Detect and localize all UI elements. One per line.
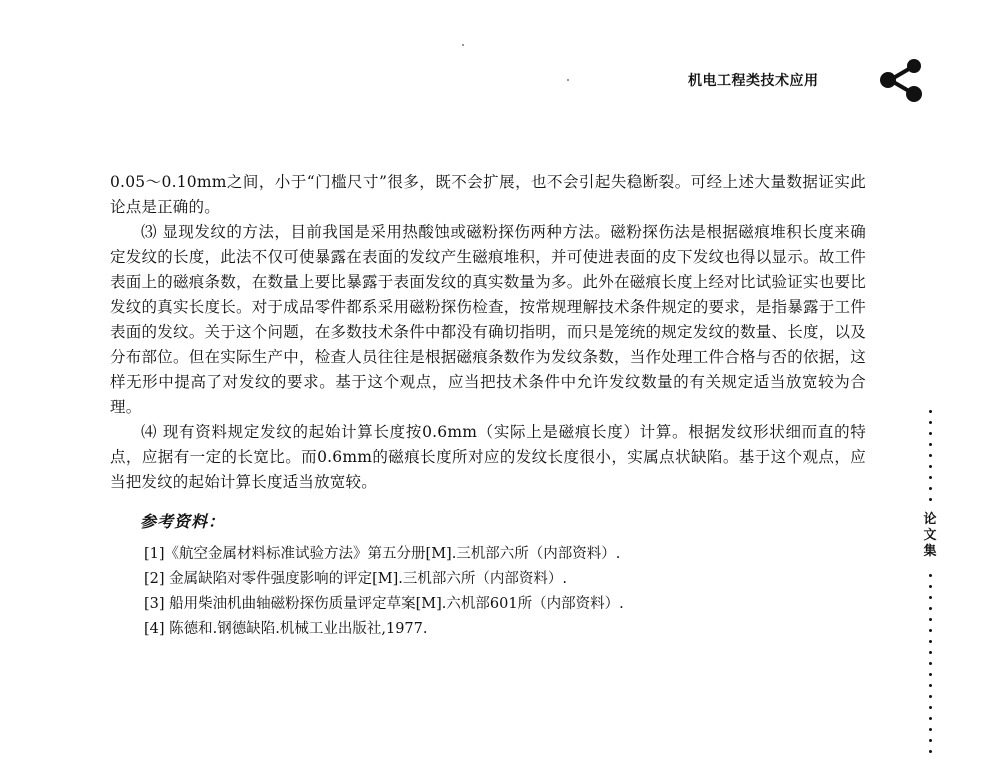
reference-item: [2] 金属缺陷对零件强度影响的评定[M].三机部六所（内部资料）. (144, 571, 568, 587)
side-rail (920, 400, 940, 760)
body-paragraph: ⑶ 显现发纹的方法，目前我国是采用热酸蚀或磁粉探伤两种方法。磁粉探伤法是根据磁痕堆积长度来确定发纹的长度，此法不仅可使暴露在表面的发纹产生磁痕堆积，并可使进表面的皮下发纹也得以显示。故工件表面上的磁痕条数，在数量上要比暴露于表面发纹的真实数量为多。此外在磁痕长度上经对比试验证实也要比发纹的真实长度长。对于成品零件都系采用磁粉探伤检查，按常规理解技术条件规定的要求，是指暴露于工件表面的发纹。关于这个问题，在多数技术条件中都没有确切指明，而只是笼统的规定发纹的数量、长度，以及分布部位。但在实际生产中，检查人员往往是根据磁痕条数作为发纹条数，当作处理工件合格与否的依据，这样无形中提高了对发纹的要求。基于这个观点，应当把技术条件中允许发纹数量的有关规定适当放宽较为合理。 (110, 223, 866, 416)
references-list (110, 542, 866, 642)
body-paragraph: 0.05～0.10mm之间，小于“门槛尺寸”很多，既不会扩展，也不会引起失稳断裂。可经上述大量数据证实此论点是正确的。 (110, 173, 866, 216)
side-label: 论文集 (923, 512, 937, 559)
scan-speck (462, 44, 464, 46)
body-paragraph: ⑷ 现有资料规定发纹的起始计算长度按0.6mm（实际上是磁痕长度）计算。根据发纹形状细而直的特点，应据有一定的长宽比。而0.6mm的磁痕长度所对应的发纹长度很小，实属点状缺陷。基于这个观点，应当把发纹的起始计算长度适当放宽较。 (110, 423, 866, 491)
page-body (110, 170, 866, 642)
reference-item: [1]《航空金属材料标准试验方法》第五分册[M].三机部六所（内部资料）. (144, 546, 621, 562)
share-nodes-icon (878, 58, 926, 104)
reference-item: [4] 陈德和.钢德缺陷.机械工业出版社,1977. (144, 621, 428, 637)
rail-dots-bottom (929, 570, 932, 760)
rail-dots-top (929, 406, 932, 506)
scan-speck (567, 79, 569, 81)
references-heading: 参考资料： (140, 512, 226, 531)
header-title: 机电工程类技术应用 (688, 73, 819, 89)
reference-item: [3] 船用柴油机曲轴磁粉探伤质量评定草案[M].六机部601所（内部资料）. (144, 596, 624, 612)
